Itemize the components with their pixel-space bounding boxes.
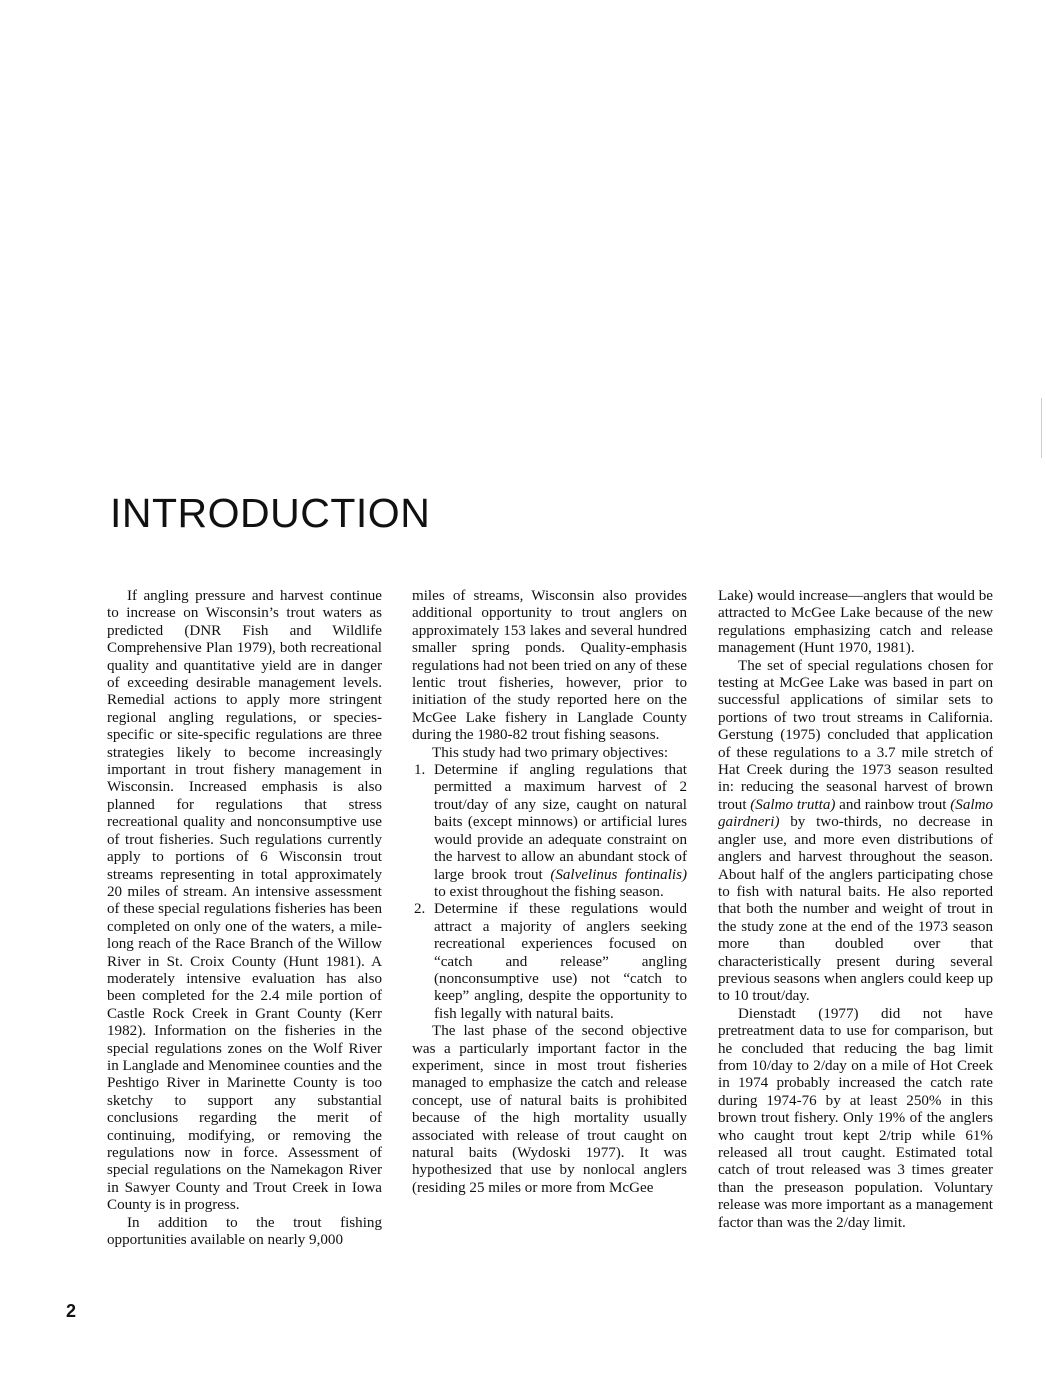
paragraph: miles of streams, Wisconsin also provides additional opportunity to trout anglers on approximately 153 lakes and several hundred smaller spring ponds. Quality-emphasis regulations had not been tried on any of these lentic trout fisheries, however, prior to initiation of the study reported here on the McGee Lake fishery in Langlade County during the 1980-82 trout fishing seasons. <box>412 588 687 744</box>
list-text: Determine if angling regulations that permitted a maximum harvest of 2 trout/day of any size, caught on natural baits (except minnows) or artificial lures would provide an adequate constraint on the harvest to allow an abundant stock of large brook trout <box>434 762 687 883</box>
list-item <box>412 762 687 901</box>
paragraph <box>718 658 993 1006</box>
text-run: The set of special regulations chosen for testing at McGee Lake was based in part on successful applications of similar sets to portions of two trout streams in California. Gerstung (1975) concluded that application of these regulations to a 3.7 mile stretch of Hat Creek during the 1973 season resulted in: reducing the seasonal harvest of brown trout <box>718 657 993 813</box>
list-text: to exist throughout the fishing season. <box>434 883 664 900</box>
paragraph: The last phase of the second objective was a particularly important factor in the experiment, since in most trout fisheries managed to emphasize the catch and release concept, use of natural baits is prohibited because of the high mortality usually associated with release of trout caught on natural baits (Wydoski 1977). It was hypothesized that use by nonlocal anglers (residing 25 miles or more from McGee <box>412 1023 687 1196</box>
scan-edge-mark <box>1041 398 1042 458</box>
text-column-1 <box>107 588 382 1249</box>
list-text: Determine if these regulations would attract a majority of anglers seeking recreational experiences focused on “catch and release” angling (nonconsumptive use) not “catch to keep” angling, despite the opportunity to fish legally with natural baits. <box>434 901 687 1022</box>
page-number: 2 <box>66 1301 77 1321</box>
text-column-2 <box>412 588 687 1197</box>
paragraph: Dienstadt (1977) did not have pretreatment data to use for comparison, but he concluded that reducing the bag limit from 10/day to 2/day on a mile of Hot Creek in 1974 probably increased the catch rate during 1974-76 by at least 250% in this brown trout fishery. Only 19% of the anglers who caught trout kept 2/trip while 61% released all trout caught. Estimated total catch of trout released was 3 times greater than the preseason population. Voluntary release was more important as a management factor than was the 2/day limit. <box>718 1005 993 1231</box>
text-run: and rainbow trout <box>835 796 951 813</box>
list-item <box>412 901 687 1023</box>
species-name: (Salmo trutta) <box>750 796 836 813</box>
list-number: 2. <box>414 901 426 918</box>
section-heading: INTRODUCTION <box>110 490 431 536</box>
text-column-3 <box>718 588 993 1232</box>
paragraph: Lake) would increase—anglers that would be attracted to McGee Lake because of the new regulations emphasizing catch and release management (Hunt 1970, 1981). <box>718 588 993 657</box>
list-number: 1. <box>414 762 426 779</box>
paragraph: If angling pressure and harvest continue to increase on Wisconsin’s trout waters as predicted (DNR Fish and Wildlife Comprehensive Plan 1979), both recreational quality and quantitative yield are in danger of exceeding desirable management levels. Remedial actions to apply more stringent regional angling regulations, or species-specific or site-specific regulations are three strategies likely to become increasingly important in trout fishery management in Wisconsin. Increased emphasis is also planned for regulations that stress recreational quality and nonconsumptive use of trout fisheries. Such regulations currently apply to portions of 6 Wisconsin trout streams representing in total approximately 20 miles of stream. An intensive assessment of these special regulations fisheries has been completed on only one of the waters, a mile-long reach of the Race Branch of the Willow River in St. Croix County (Hunt 1981). A moderately intensive evaluation has also been completed for the 2.4 mile portion of Castle Rock Creek in Grant County (Kerr 1982). Information on the fisheries in the special regulations zones on the Wolf River in Langlade and Menominee counties and the Peshtigo River in Marinette County is too sketchy to support any substantial conclusions regarding the merit of continuing, modifying, or removing the regulations now in force. Assessment of special regulations on the Namekagon River in Sawyer County and Trout Creek in Iowa County is in progress. <box>107 588 382 1214</box>
objectives-list <box>412 762 687 1023</box>
species-name: (Salvelinus fontinalis) <box>550 866 687 883</box>
species-name: (Salmo gairdneri) <box>718 796 994 831</box>
paragraph: This study had two primary objectives: <box>432 744 669 761</box>
text-run: by two-thirds, no decrease in angler use, and more even distributions of anglers and harvest throughout the season. About half of the anglers participating chose to fish with natural baits. He also reported that both the number and weight of trout in the study zone at the end of the 1973 season more than doubled over that characteristically present during several previous seasons when anglers could keep up to 10 trout/day. <box>718 814 993 1005</box>
paragraph: In addition to the trout fishing opportunities available on nearly 9,000 <box>107 1214 382 1249</box>
